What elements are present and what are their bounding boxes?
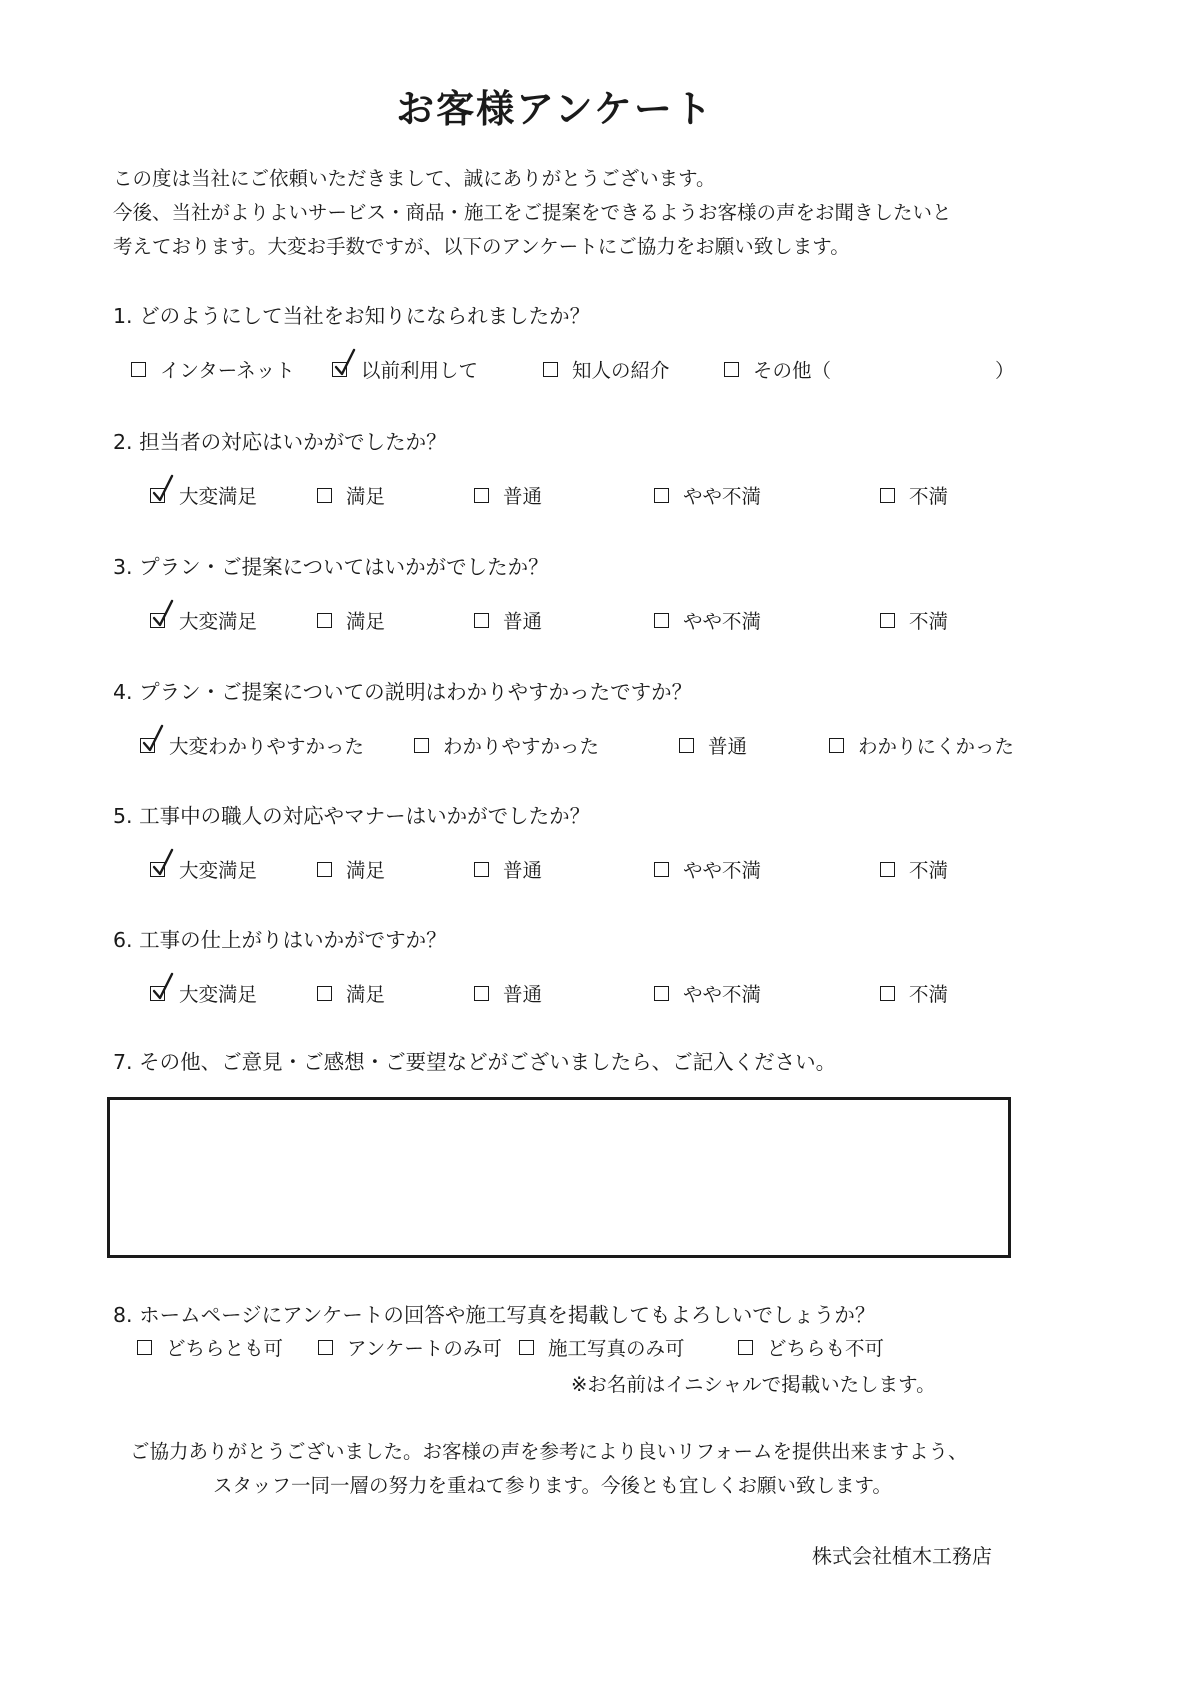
q2-option-3[interactable] [474, 481, 542, 509]
q1-option-2[interactable] [332, 355, 478, 383]
checkbox[interactable] [131, 362, 146, 377]
checkbox[interactable] [738, 1340, 753, 1355]
option-label: 不満 [909, 485, 949, 508]
option-label: 大変満足 [179, 859, 258, 882]
checkbox[interactable] [474, 613, 489, 628]
q6-option-4[interactable] [654, 979, 761, 1007]
question-3: 3. プラン・ご提案についてはいかがでしたか？ [113, 555, 549, 579]
option-label: 大変満足 [179, 485, 258, 508]
question-5: 5. 工事中の職人の対応やマナーはいかがでしたか？ [113, 804, 591, 828]
question-1: 1. どのようにして当社をお知りになられましたか？ [113, 304, 591, 328]
checkbox[interactable] [880, 986, 895, 1001]
checkbox[interactable] [724, 362, 739, 377]
q8-option-4[interactable] [738, 1333, 884, 1361]
checkbox[interactable] [519, 1340, 534, 1355]
checkbox[interactable] [474, 488, 489, 503]
checkbox[interactable] [880, 613, 895, 628]
page-title: お客様アンケート [396, 87, 714, 131]
question-7: 7. その他、ご意見・ご感想・ご要望などがございましたら、ご記入ください。 [113, 1050, 837, 1074]
checkbox[interactable] [317, 862, 332, 877]
question-2: 2. 担当者の対応はいかがでしたか？ [113, 430, 447, 454]
q3-option-3[interactable] [474, 606, 542, 634]
checkmark-icon [151, 971, 177, 1003]
q4-option-2[interactable] [414, 731, 599, 759]
option-label: どちらとも可 [166, 1337, 284, 1360]
checkbox[interactable] [317, 986, 332, 1001]
checkbox[interactable] [679, 738, 694, 753]
company-name: 株式会社植木工務店 [812, 1544, 992, 1568]
q5-option-1[interactable] [150, 855, 257, 883]
q2-option-1[interactable] [150, 481, 257, 509]
option-label: 普通 [708, 735, 748, 758]
checkbox[interactable] [880, 488, 895, 503]
closing-line-1: ご協力ありがとうございました。お客様の声を参考により良いリフォームを提供出来ますよう、 [130, 1440, 968, 1463]
option-label: 普通 [503, 859, 543, 882]
option-label: 知人の紹介 [572, 359, 670, 382]
option-label: 不満 [909, 610, 949, 633]
q3-option-4[interactable] [654, 606, 761, 634]
option-label: やや不満 [683, 610, 762, 633]
question-6: 6. 工事の仕上がりはいかがですか？ [113, 928, 447, 952]
checkbox[interactable] [414, 738, 429, 753]
q6-option-5[interactable] [880, 979, 948, 1007]
q5-option-5[interactable] [880, 855, 948, 883]
q6-option-3[interactable] [474, 979, 542, 1007]
question-4: 4. プラン・ご提案についての説明はわかりやすかったですか？ [113, 680, 693, 704]
q2-option-2[interactable] [317, 481, 385, 509]
option-label: 大変満足 [179, 610, 258, 633]
checkbox[interactable] [880, 862, 895, 877]
checkbox[interactable] [654, 613, 669, 628]
option-label: 満足 [346, 983, 386, 1006]
q2-option-5[interactable] [880, 481, 948, 509]
q3-option-1[interactable] [150, 606, 257, 634]
intro-line-3: 考えております。大変お手数ですが、以下のアンケートにご協力をお願い致します。 [113, 235, 850, 258]
option-label: 満足 [346, 485, 386, 508]
checkbox[interactable] [654, 488, 669, 503]
checkbox[interactable] [150, 613, 165, 628]
checkbox[interactable] [474, 862, 489, 877]
checkbox[interactable] [829, 738, 844, 753]
checkbox[interactable] [543, 362, 558, 377]
checkbox[interactable] [150, 986, 165, 1001]
option-label: 満足 [346, 859, 386, 882]
q5-option-2[interactable] [317, 855, 385, 883]
q8-option-3[interactable] [519, 1333, 685, 1361]
option-label: その他（ [753, 359, 832, 382]
option-label: 不満 [909, 859, 949, 882]
option-label: インターネット [160, 359, 295, 382]
option-label: 普通 [503, 610, 543, 633]
checkbox[interactable] [654, 986, 669, 1001]
q5-option-4[interactable] [654, 855, 761, 883]
q8-option-2[interactable] [318, 1333, 502, 1361]
q2-option-4[interactable] [654, 481, 761, 509]
checkbox[interactable] [332, 362, 347, 377]
option-label: どちらも不可 [767, 1337, 885, 1360]
intro-line-1: この度は当社にご依頼いただきまして、誠にありがとうございます。 [113, 167, 716, 190]
q1-option-1[interactable] [131, 355, 295, 383]
option-label: わかりやすかった [443, 735, 600, 758]
checkmark-icon [141, 723, 167, 755]
q4-option-3[interactable] [679, 731, 747, 759]
option-label: 以前利用して [361, 359, 479, 382]
checkbox[interactable] [317, 613, 332, 628]
q1-option-4[interactable] [724, 355, 831, 383]
q3-option-5[interactable] [880, 606, 948, 634]
q1-other-close-paren: ） [995, 359, 1015, 382]
option-label: 大変満足 [179, 983, 258, 1006]
option-label: やや不満 [683, 859, 762, 882]
q3-option-2[interactable] [317, 606, 385, 634]
q6-option-2[interactable] [317, 979, 385, 1007]
option-label: 施工写真のみ可 [548, 1337, 685, 1360]
comment-textbox[interactable] [107, 1097, 1011, 1258]
q6-option-1[interactable] [150, 979, 257, 1007]
q5-option-3[interactable] [474, 855, 542, 883]
checkbox[interactable] [150, 488, 165, 503]
initials-note: ※お名前はイニシャルで掲載いたします。 [571, 1373, 936, 1396]
option-label: 普通 [503, 485, 543, 508]
option-label: やや不満 [683, 983, 762, 1006]
checkmark-icon [151, 847, 177, 879]
checkmark-icon [333, 347, 359, 379]
q8-option-1[interactable] [137, 1333, 283, 1361]
checkmark-icon [151, 473, 177, 505]
checkbox[interactable] [317, 488, 332, 503]
option-label: やや不満 [683, 485, 762, 508]
question-8: 8. ホームページにアンケートの回答や施工写真を掲載してもよろしいでしょうか？ [113, 1303, 876, 1327]
option-label: アンケートのみ可 [347, 1337, 502, 1360]
checkbox[interactable] [474, 986, 489, 1001]
option-label: 大変わかりやすかった [169, 735, 365, 758]
closing-line-2: スタッフ一同一層の努力を重ねて参ります。今後とも宜しくお願い致します。 [213, 1474, 892, 1497]
option-label: 満足 [346, 610, 386, 633]
checkbox[interactable] [654, 862, 669, 877]
option-label: 普通 [503, 983, 543, 1006]
intro-line-2: 今後、当社がよりよいサービス・商品・施工をご提案をできるようお客様の声をお聞きしたいと [113, 201, 952, 224]
option-label: 不満 [909, 983, 949, 1006]
checkbox[interactable] [140, 738, 155, 753]
q1-option-3[interactable] [543, 355, 670, 383]
checkbox[interactable] [150, 862, 165, 877]
checkbox[interactable] [318, 1340, 333, 1355]
q4-option-4[interactable] [829, 731, 1014, 759]
checkbox[interactable] [137, 1340, 152, 1355]
checkmark-icon [151, 598, 177, 630]
q4-option-1[interactable] [140, 731, 364, 759]
option-label: わかりにくかった [858, 735, 1015, 758]
